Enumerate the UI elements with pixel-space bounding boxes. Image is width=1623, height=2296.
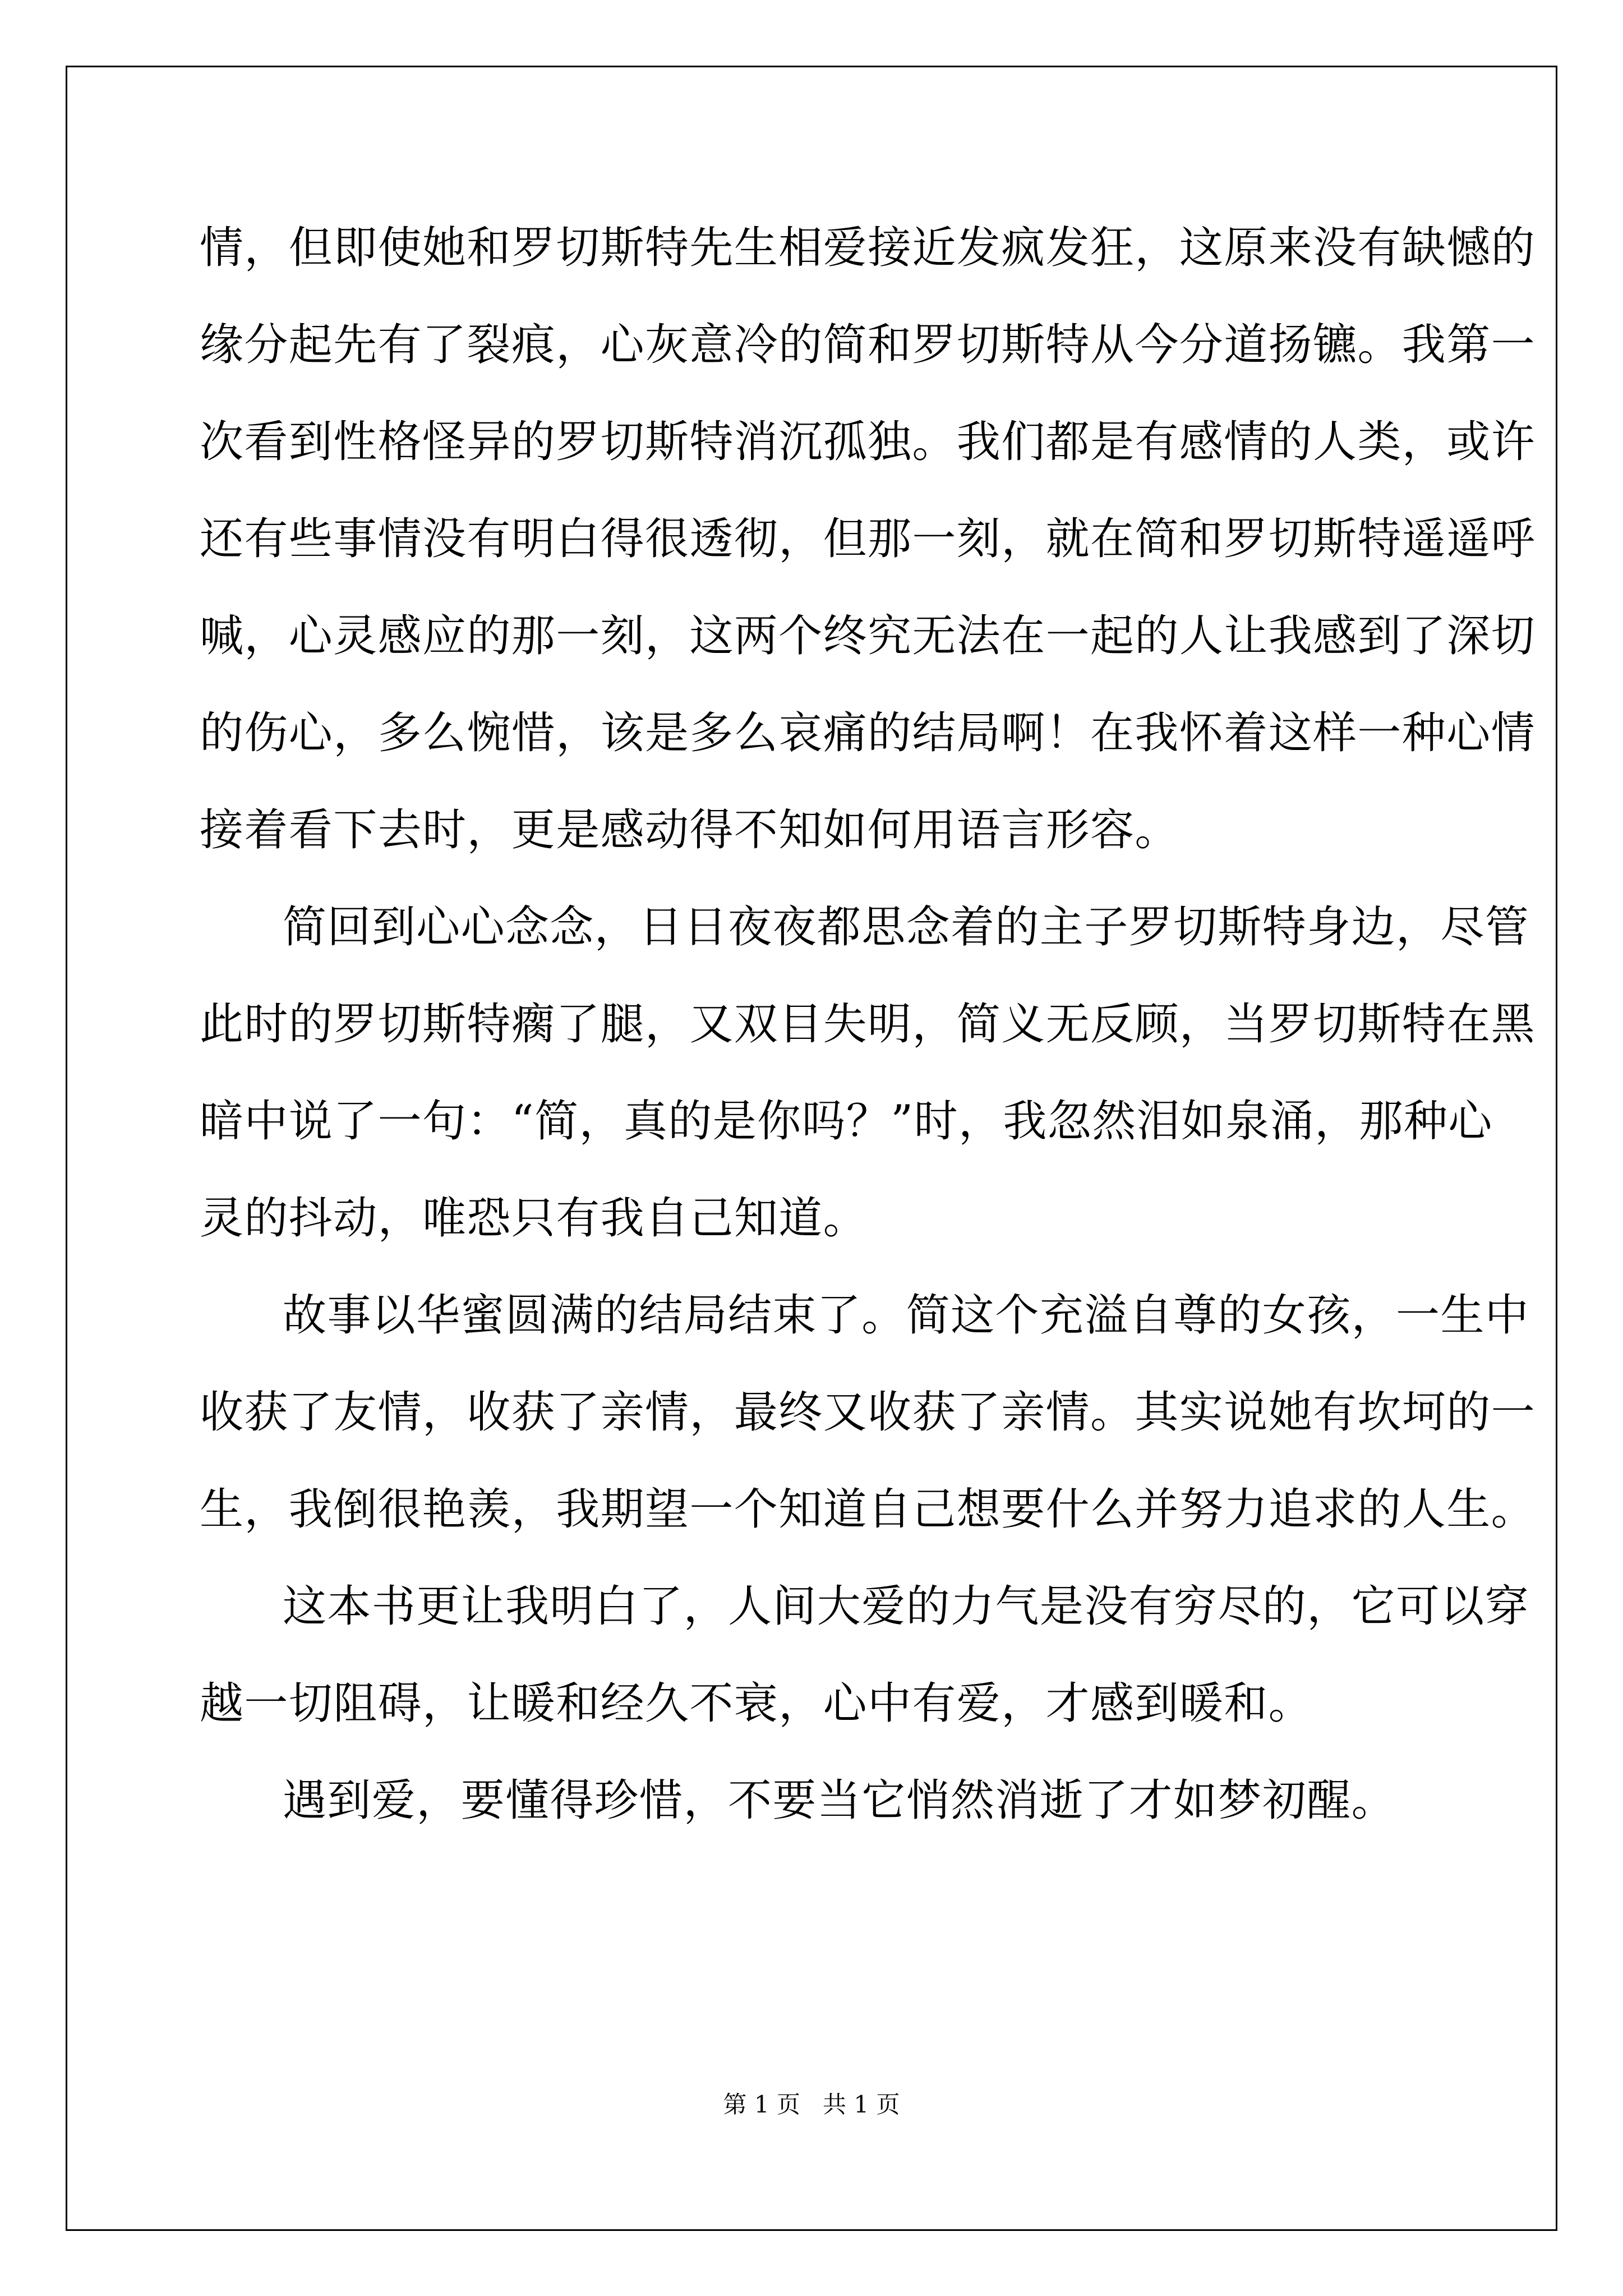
text-line: 喊，心灵感应的那一刻，这两个终究无法在一起的人让我感到了深切 bbox=[200, 611, 1536, 661]
text-line: 的伤心，多么惋惜，该是多么哀痛的结局啊！在我怀着这样一种心情 bbox=[200, 708, 1536, 758]
paragraph-first-line: 简回到心心念念，日日夜夜都思念着的主子罗切斯特身边，尽管 bbox=[283, 902, 1530, 953]
text-line: 生，我倒很艳羡，我期望一个知道自己想要什么并努力追求的人生。 bbox=[200, 1484, 1536, 1535]
page-number-footer: 第 1 页 共 1 页 bbox=[723, 2091, 900, 2118]
text-line: 暗中说了一句：“简，真的是你吗？”时，我忽然泪如泉涌，那种心 bbox=[200, 1096, 1493, 1147]
text-line: 接着看下去时，更是感动得不知如何用语言形容。 bbox=[200, 805, 1179, 855]
text-line: 还有些事情没有明白得很透彻，但那一刻，就在简和罗切斯特遥遥呼 bbox=[200, 514, 1536, 564]
paragraph-first-line: 故事以华蜜圆满的结局结束了。简这个充溢自尊的女孩，一生中 bbox=[283, 1290, 1530, 1341]
text-line: 次看到性格怪异的罗切斯特消沉孤独。我们都是有感情的人类，或许 bbox=[200, 417, 1536, 467]
paragraph-first-line: 遇到爱，要懂得珍惜，不要当它悄然消逝了才如梦初醒。 bbox=[283, 1775, 1396, 1826]
text-line: 灵的抖动，唯恐只有我自己知道。 bbox=[200, 1193, 868, 1244]
text-line: 缘分起先有了裂痕，心灰意冷的简和罗切斯特从今分道扬镳。我第一 bbox=[200, 320, 1536, 370]
text-line: 越一切阻碍，让暖和经久不衰，心中有爱，才感到暖和。 bbox=[200, 1678, 1313, 1729]
text-line: 收获了友情，收获了亲情，最终又收获了亲情。其实说她有坎坷的一 bbox=[200, 1387, 1536, 1438]
text-line: 情，但即使她和罗切斯特先生相爱接近发疯发狂，这原来没有缺憾的 bbox=[200, 223, 1536, 273]
text-line: 此时的罗切斯特瘸了腿，又双目失明，简义无反顾，当罗切斯特在黑 bbox=[200, 999, 1536, 1050]
paragraph-first-line: 这本书更让我明白了，人间大爱的力气是没有穷尽的，它可以穿 bbox=[283, 1581, 1530, 1632]
